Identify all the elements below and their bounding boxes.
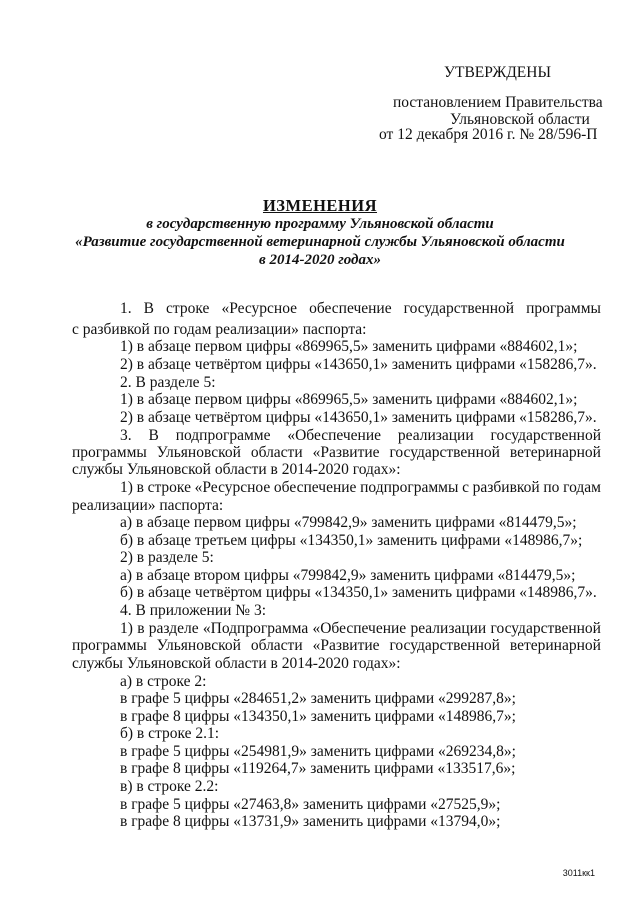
word: «Ресурсное [194, 479, 271, 496]
word: государственной [490, 620, 601, 637]
approval-line-2: Ульяновской области [450, 111, 590, 128]
row-2-col-5: в графе 5 цифры «284651,2» заменить цифрами «299287,8»; [120, 690, 516, 707]
p3-1-line-2: реализации» паспорта: [72, 497, 224, 514]
p3-2-item-b: б) в абзаце четвёртом цифры «134350,1» заменить цифрами «148986,7». [120, 584, 597, 601]
word: реализации [410, 620, 487, 637]
title-sub-2: «Развитие государственной ветеринарной службы Ульяновской области [75, 234, 565, 250]
p3-2-item-a: а) в абзаце втором цифры «799842,9» заменить цифрами «814479,5»; [120, 567, 576, 584]
p3-line-1 [120, 427, 601, 445]
word: 1) [120, 479, 133, 496]
p1-item-2: 2) в абзаце четвёртом цифры «143650,1» заменить цифрами «158286,7». [120, 356, 597, 373]
word: ветеринарной [509, 444, 601, 461]
word: программы [526, 300, 601, 317]
word: в [137, 620, 145, 637]
word: В [148, 427, 159, 444]
word: государственной [389, 444, 500, 461]
word: подпрограммы [360, 479, 459, 496]
word: государственной [490, 427, 601, 444]
p3-line-2 [72, 444, 601, 462]
word: строке [166, 300, 210, 317]
word: по [543, 479, 560, 496]
p3-1-item-b: б) в абзаце третьем цифры «134350,1» заменить цифрами «148986,7»; [120, 532, 583, 549]
row-2-col-8: в графе 8 цифры «134350,1» заменить цифрами «148986,7»; [120, 708, 516, 725]
p3-2-heading: 2) в разделе 5: [120, 549, 214, 566]
title-sub-1: в государственную программу Ульяновской области [146, 216, 494, 232]
p3-line-3: службы Ульяновской области в 2014-2020 годах»: [72, 461, 401, 478]
word: строке [147, 479, 191, 496]
word: подпрограмме [175, 427, 271, 444]
p1-item-1: 1) в абзаце первом цифры «869965,5» заменить цифрами «884602,1»; [120, 338, 578, 355]
word: программы [72, 444, 147, 461]
word: «Подпрограмма [202, 620, 309, 637]
page-title: ИЗМЕНЕНИЯ [262, 196, 378, 215]
word: В [143, 300, 154, 317]
p3-1-line-1 [120, 479, 601, 497]
p4-1-line-3: службы Ульяновской области в 2014-2020 годах»: [72, 655, 401, 672]
word: программы [72, 637, 147, 654]
row-2-2-heading: в) в строке 2.2: [120, 778, 219, 795]
p1-line-2: с разбивкой по годам реализации» паспорта: [72, 321, 367, 338]
word: обеспечение [309, 300, 392, 317]
word: 1) [120, 620, 133, 637]
p1-line-1 [120, 300, 601, 318]
word: обеспечение [273, 479, 357, 496]
row-2-heading: а) в строке 2: [120, 673, 207, 690]
approval-line-3: от 12 декабря 2016 г. № 28/596-П [379, 126, 598, 143]
p2-item-2: 2) в абзаце четвёртом цифры «143650,1» заменить цифрами «158286,7». [120, 409, 597, 426]
word: «Развитие [312, 637, 380, 654]
page-footer-code: 3011кк1 [562, 868, 595, 878]
word: с [462, 479, 469, 496]
p4-heading: 4. В приложении № 3: [120, 602, 267, 619]
word: государственной [389, 637, 500, 654]
word: области [250, 444, 303, 461]
word: реализации [397, 427, 474, 444]
p4-1-line-2 [72, 637, 601, 655]
p4-1-line-1 [120, 620, 601, 638]
word: годам [563, 479, 601, 496]
word: разделе [148, 620, 199, 637]
p2-heading: 2. В разделе 5: [120, 374, 216, 391]
word: «Развитие [312, 444, 380, 461]
p2-item-1: 1) в абзаце первом цифры «869965,5» заменить цифрами «884602,1»; [120, 391, 578, 408]
row-2-2-col-5: в графе 5 цифры «27463,8» заменить цифрами «27525,9»; [120, 796, 501, 813]
word: 1. [120, 300, 132, 317]
p3-1-item-a: а) в абзаце первом цифры «799842,9» заменить цифрами «814479,5»; [120, 514, 577, 531]
row-2-1-heading: б) в строке 2.1: [120, 725, 220, 742]
word: государственной [403, 300, 515, 317]
word: «Ресурсное [221, 300, 298, 317]
row-2-2-col-8: в графе 8 цифры «13731,9» заменить цифрами «13794,0»; [120, 813, 501, 830]
word: Ульяновской [156, 637, 241, 654]
approval-line-1: постановлением Правительства [393, 94, 603, 111]
word: «Обеспечение [312, 620, 407, 637]
word: разбивкой [472, 479, 540, 496]
row-2-1-col-5: в графе 5 цифры «254981,9» заменить цифрами «269234,8»; [120, 743, 516, 760]
word: 3. [120, 427, 132, 444]
word: области [250, 637, 303, 654]
row-2-1-col-8: в графе 8 цифры «119264,7» заменить цифрами «133517,6»; [120, 760, 516, 777]
title-sub-3: в 2014-2020 годах» [259, 252, 381, 268]
approved-label: УТВЕРЖДЕНЫ [444, 64, 551, 81]
word: Ульяновской [156, 444, 241, 461]
word: «Обеспечение [287, 427, 382, 444]
word: ветеринарной [509, 637, 601, 654]
word: в [136, 479, 144, 496]
